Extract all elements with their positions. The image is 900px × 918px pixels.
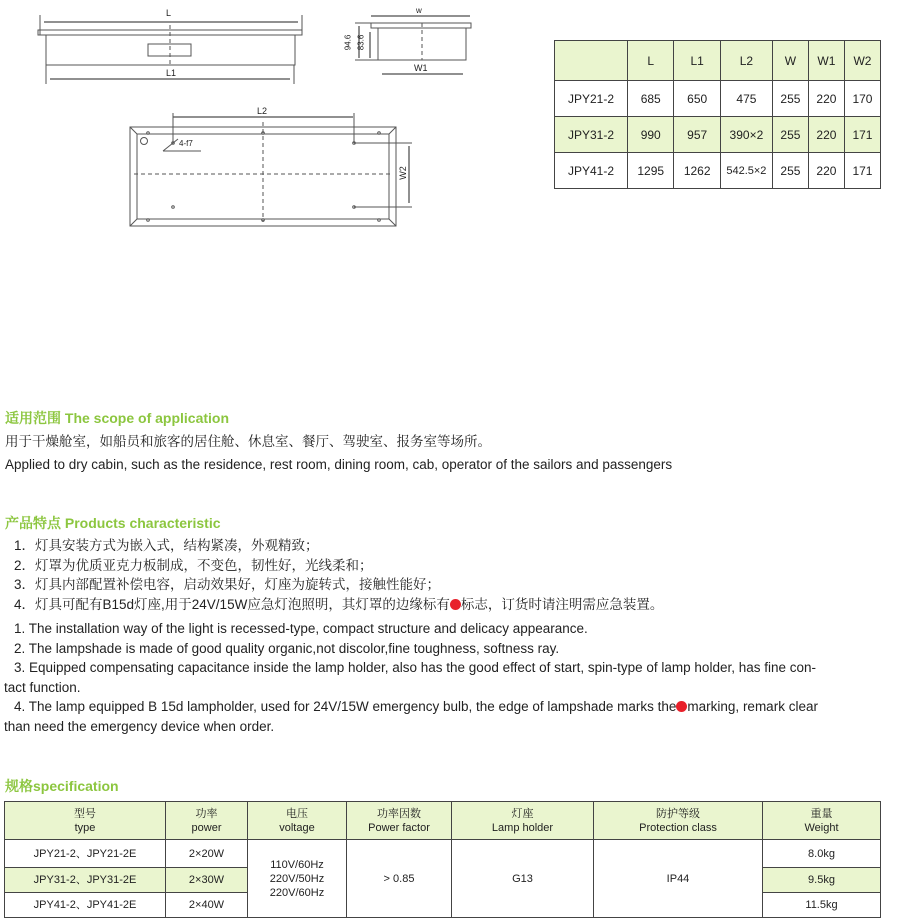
model-cell: JPY31-2、JPY31-2E: [5, 868, 166, 893]
header-en: Power factor: [368, 821, 430, 834]
header-cell: W2: [844, 41, 880, 81]
weight-cell: 11.5kg: [763, 893, 881, 918]
model-cell: JPY21-2: [555, 81, 628, 117]
table-row: [555, 81, 881, 117]
cell: 220: [808, 81, 844, 117]
table-row: [5, 840, 881, 868]
feature-item: 1. The installation way of the light is recessed-type, compact structure and delicacy appearance.: [14, 621, 588, 636]
cell: 220: [808, 117, 844, 153]
dim-label-W2: W2: [397, 166, 408, 180]
header-en: power: [191, 821, 222, 834]
voltage-value: 110V/60Hz: [270, 858, 324, 871]
spec-table: [4, 801, 881, 918]
header-cell: W: [772, 41, 808, 81]
model-cell: JPY21-2、JPY21-2E: [5, 840, 166, 868]
scope-text-en: Applied to dry cabin, such as the residence, rest room, dining room, cab, operator of the sailors and passengers: [5, 457, 673, 472]
scope-heading: 适用范围 The scope of application: [5, 410, 230, 426]
header-cn: 电压: [286, 807, 308, 820]
end-view: [355, 16, 471, 74]
cell: 171: [844, 117, 880, 153]
header-en: Weight: [804, 821, 839, 834]
feature-item: 2. The lampshade is made of good quality organic,not discolor,fine toughness, softness ray.: [14, 640, 560, 656]
feature-item: 1．灯具安装方式为嵌入式，结构紧凑，外观精致；: [14, 538, 319, 553]
bottom-view: [130, 113, 412, 226]
feature-item: than need the emergency device when order.: [4, 718, 275, 734]
voltage-value: 220V/60Hz: [269, 886, 325, 899]
dim-label-W: w: [416, 6, 422, 15]
hole-label: 4-f7: [179, 139, 193, 148]
feature-item: 2．灯罩为优质亚克力板制成，不变色，韧性好，光线柔和；: [14, 557, 373, 573]
protection-class-cell: IP44: [594, 840, 763, 918]
dim-label-L2: L2: [257, 106, 268, 116]
cell: 170: [844, 81, 880, 117]
scope-text-cn: 用于干燥舱室，如船员和旅客的居住舱、休息室、餐厅、驾驶室、报务室等场所。: [5, 434, 491, 449]
feature-text: marking, remark clear: [687, 699, 818, 714]
header-en: Lamp holder: [491, 821, 554, 834]
features-list-cn: [14, 536, 663, 614]
header-cell: L2: [720, 41, 772, 81]
dimension-table: [554, 40, 881, 189]
header-en: type: [74, 821, 96, 834]
header-cell: [248, 802, 347, 840]
features-list-en: [4, 619, 818, 736]
dim-label-L: L: [166, 8, 172, 18]
header-cell: [166, 802, 248, 840]
dim-label-W1: W1: [414, 63, 428, 73]
red-dot-mark-icon: [450, 599, 461, 610]
table-header-row: [5, 802, 881, 840]
features-heading: 产品特点 Products characteristic: [5, 515, 221, 531]
power-cell: 2×30W: [166, 868, 248, 893]
lamp-holder-cell: G13: [452, 840, 594, 918]
weight-cell: 8.0kg: [763, 840, 881, 868]
model-cell: JPY41-2、JPY41-2E: [5, 893, 166, 918]
header-cell: [5, 802, 166, 840]
table-row: [555, 117, 881, 153]
cell: 650: [674, 81, 720, 117]
header-en: voltage: [279, 821, 315, 834]
cell: 255: [772, 153, 808, 189]
power-cell: 2×40W: [166, 893, 248, 918]
voltage-cell: [248, 840, 347, 918]
feature-item: tact function.: [4, 679, 81, 695]
cell: 255: [772, 81, 808, 117]
feature-item: 3. Equipped compensating capacitance inside the lamp holder, also has the good effect of start, spin-type of lamp holder, has fine con-: [14, 660, 817, 675]
cell: 542.5×2: [720, 153, 772, 189]
cell: 990: [628, 117, 674, 153]
cell: 957: [674, 117, 720, 153]
dim-label-inner-height: 83.6: [356, 34, 366, 51]
feature-text: 4．灯具可配有B15d灯座,用于24V/15W应急灯泡照明，其灯罩的边缘标有: [14, 596, 450, 612]
header-cn: 重量: [810, 807, 833, 820]
header-cell: [763, 802, 881, 840]
cell: 1262: [674, 153, 720, 189]
cell: 475: [720, 81, 772, 117]
header-en: Protection class: [639, 821, 717, 834]
cell: 171: [844, 153, 880, 189]
cell: 685: [628, 81, 674, 117]
model-cell: JPY31-2: [555, 117, 628, 153]
header-cn: 功率: [195, 807, 218, 820]
feature-item: [14, 595, 663, 615]
weight-cell: 9.5kg: [763, 868, 881, 893]
header-cn: 防护等级: [656, 807, 700, 820]
feature-item: [14, 697, 818, 717]
model-cell: JPY41-2: [555, 153, 628, 189]
header-cn: 功率因数: [377, 807, 421, 820]
header-cn: 灯座: [511, 807, 534, 820]
feature-text: 4. The lamp equipped B 15d lampholder, used for 24V/15W emergency bulb, the edge of lampshade marks the: [14, 699, 677, 714]
table-header-row: [555, 41, 881, 81]
spec-heading: 规格specification: [5, 778, 119, 794]
header-cell: [347, 802, 452, 840]
cell: 1295: [628, 153, 674, 189]
cell: 390×2: [720, 117, 772, 153]
header-cell: L1: [674, 41, 720, 81]
header-cell: L: [628, 41, 674, 81]
feature-text: 标志，订货时请注明需应急装置。: [460, 596, 664, 612]
cell: 220: [808, 153, 844, 189]
feature-item: 3．灯具内部配置补偿电容，启动效果好，灯座为旋转式，接触性能好；: [14, 577, 441, 592]
red-dot-mark-icon: [676, 701, 687, 712]
header-cell: W1: [808, 41, 844, 81]
header-cn: 型号: [74, 807, 96, 820]
power-factor-cell: > 0.85: [347, 840, 452, 918]
cell: 255: [772, 117, 808, 153]
power-cell: 2×20W: [166, 840, 248, 868]
dim-label-height: 94.6: [343, 34, 353, 51]
table-row: [555, 153, 881, 189]
header-cell: [452, 802, 594, 840]
voltage-value: 220V/50Hz: [269, 872, 325, 885]
header-cell: [594, 802, 763, 840]
dim-label-L1: L1: [166, 68, 177, 78]
